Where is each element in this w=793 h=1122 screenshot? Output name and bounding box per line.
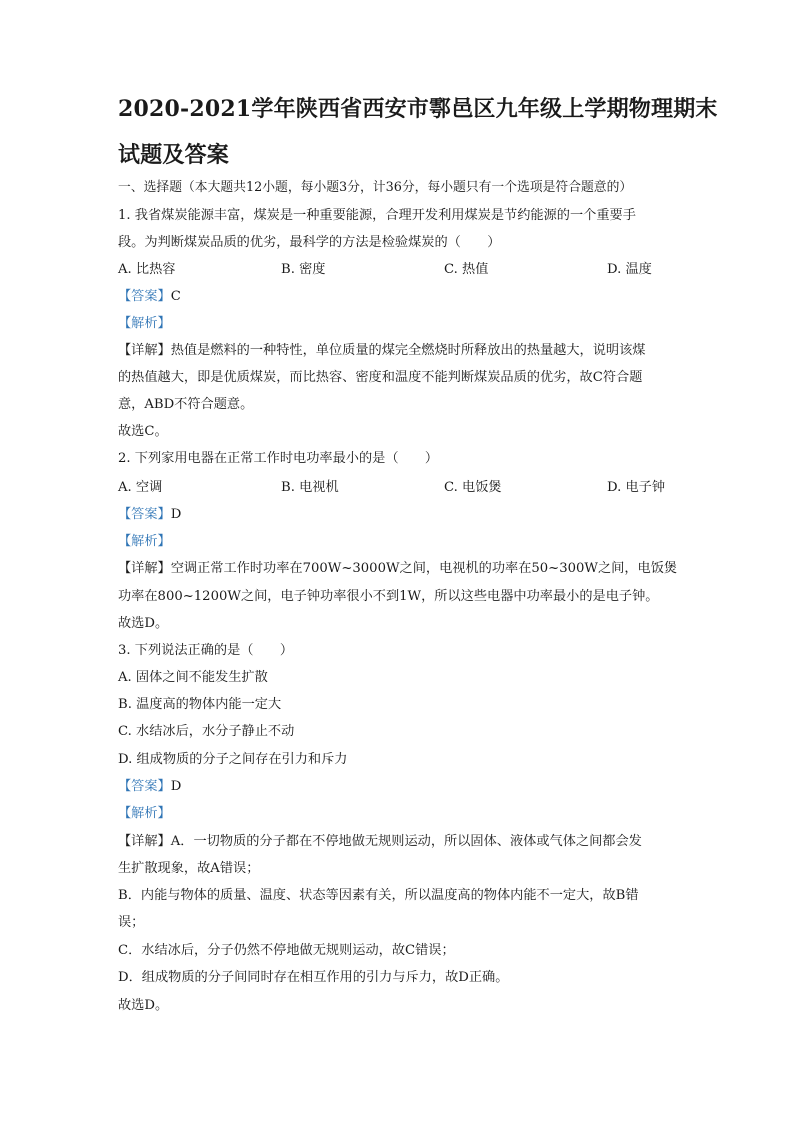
q3-detail-b-line-1: B．内能与物体的质量、温度、状态等因素有关，所以温度高的物体内能不一定大，故B错 <box>118 888 639 903</box>
detail-tag: 【详解】 <box>118 343 171 358</box>
q1-option-a: A. 比热容 <box>118 262 176 277</box>
q3-analysis <box>118 804 678 824</box>
section-heading: 一、选择题（本大题共12小题，每小题3分，计36分，每小题只有一个选项是符合题意的） <box>118 180 633 195</box>
q2-option-b: B. 电视机 <box>281 480 339 495</box>
answer-tag: 【答案】 <box>118 289 171 304</box>
q3-option-c: C. 水结冰后，水分子静止不动 <box>118 724 295 739</box>
q2-detail-text-1: 空调正常工作时功率在700W~3000W之间，电视机的功率在50~300W之间，电饭煲 <box>170 561 678 576</box>
q3-option-b: B. 温度高的物体内能一定大 <box>118 697 282 712</box>
q2-option-d: D. 电子钟 <box>607 480 666 495</box>
q2-answer-value: D <box>170 507 182 522</box>
q3-detail-b-line-2: 误； <box>118 915 145 930</box>
q1-answer-value: C <box>170 289 181 304</box>
q3-detail-line-2: 生扩散现象，故A错误； <box>118 861 260 876</box>
detail-tag: 【详解】 <box>118 834 171 849</box>
q2-detail-line-1 <box>118 559 678 579</box>
q3-conclusion: 故选D。 <box>118 998 169 1013</box>
answer-tag: 【答案】 <box>118 779 171 794</box>
q1-option-b: B. 密度 <box>281 262 326 277</box>
q1-answer <box>118 287 678 307</box>
q3-detail-c: C．水结冰后，分子仍然不停地做无规则运动，故C错误； <box>118 943 455 958</box>
answer-tag: 【答案】 <box>118 507 171 522</box>
q1-conclusion: 故选C。 <box>118 424 168 439</box>
q2-option-a: A. 空调 <box>118 480 163 495</box>
q1-detail-line-1 <box>118 341 678 361</box>
q2-stem: 2. 下列家用电器在正常工作时电功率最小的是（ ） <box>118 451 439 466</box>
q1-detail-line-2: 的热值越大，即是优质煤炭，而比热容、密度和温度不能判断煤炭品质的优劣，故C符合题 <box>118 370 643 385</box>
q3-detail-line-1 <box>118 832 678 852</box>
analysis-tag: 【解析】 <box>118 806 171 821</box>
q3-option-d: D. 组成物质的分子之间存在引力和斥力 <box>118 752 348 767</box>
q1-option-c: C. 热值 <box>444 262 489 277</box>
q2-option-c: C. 电饭煲 <box>444 480 502 495</box>
analysis-tag: 【解析】 <box>118 316 171 331</box>
q3-option-a: A. 固体之间不能发生扩散 <box>118 670 268 685</box>
q1-stem-line-2: 段。为判断煤炭品质的优劣，最科学的方法是检验煤炭的（ ） <box>118 235 501 250</box>
q3-stem: 3. 下列说法正确的是（ ） <box>118 643 294 658</box>
q1-detail-text-1: 热值是燃料的一种特性，单位质量的煤完全燃烧时所释放出的热量越大，说明该煤 <box>170 343 646 358</box>
q3-answer <box>118 777 678 797</box>
q1-stem-line-1: 1. 我省煤炭能源丰富，煤炭是一种重要能源，合理开发利用煤炭是节约能源的一个重要手 <box>118 208 636 223</box>
q3-detail-text-1: A．一切物质的分子都在不停地做无规则运动，所以固体、液体或气体之间都会发 <box>170 834 642 849</box>
q2-analysis <box>118 532 678 552</box>
document-title-line-2: 试题及答案 <box>118 142 230 168</box>
document-title-line-1: 2020-2021学年陕西省西安市鄠邑区九年级上学期物理期末 <box>118 96 718 122</box>
detail-tag: 【详解】 <box>118 561 171 576</box>
q3-answer-value: D <box>170 779 182 794</box>
q1-option-d: D. 温度 <box>607 262 652 277</box>
q2-detail-line-2: 功率在800~1200W之间，电子钟功率很小不到1W，所以这些电器中功率最小的是电子钟。 <box>118 589 659 604</box>
q2-answer <box>118 505 678 525</box>
q1-detail-line-3: 意，ABD不符合题意。 <box>118 397 254 412</box>
q3-detail-d: D．组成物质的分子间同时存在相互作用的引力与斥力，故D正确。 <box>118 970 509 985</box>
q2-conclusion: 故选D。 <box>118 616 169 631</box>
analysis-tag: 【解析】 <box>118 534 171 549</box>
q1-analysis <box>118 314 678 334</box>
